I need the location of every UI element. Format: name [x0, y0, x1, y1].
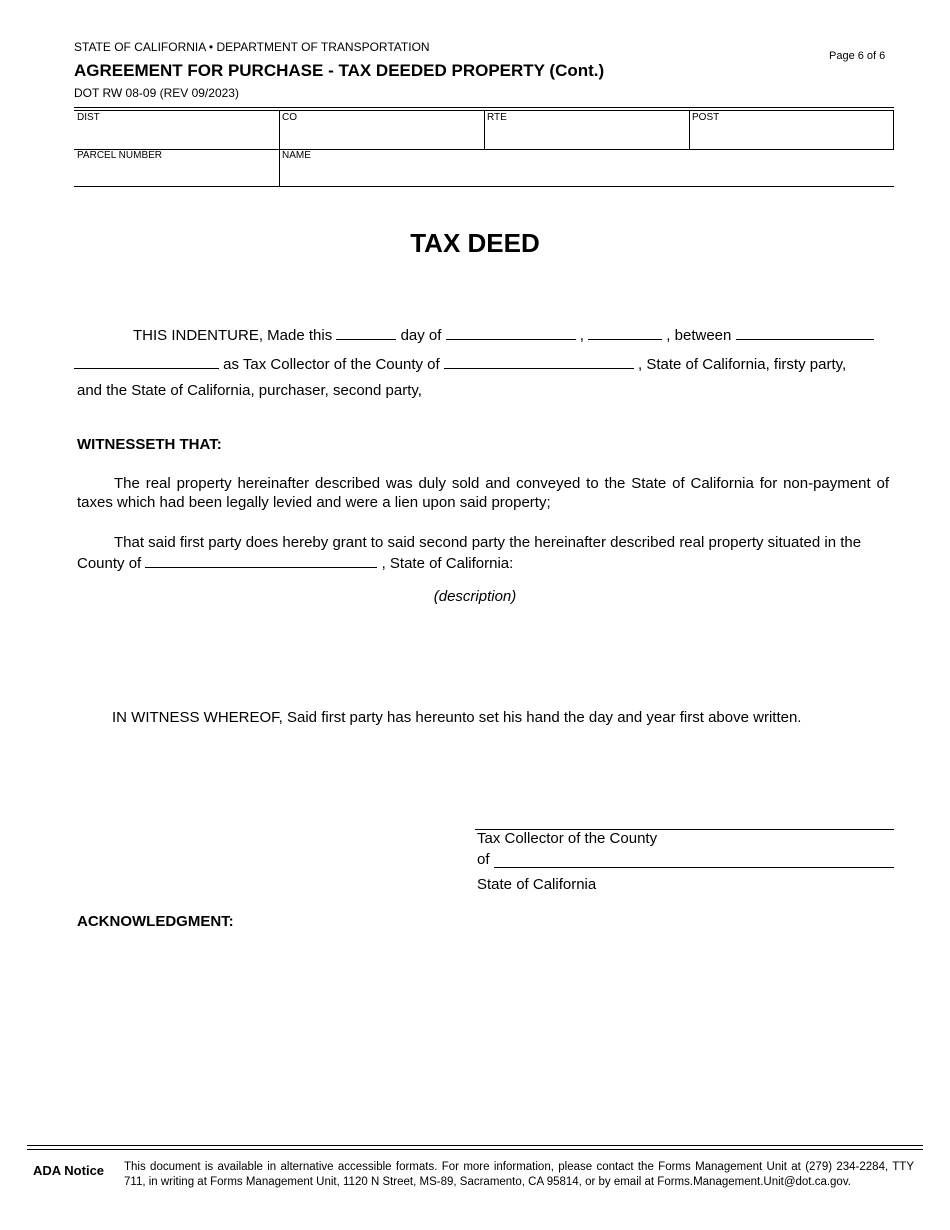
paragraph-grant-line-2: [77, 552, 513, 572]
signature-county-line[interactable]: [494, 867, 894, 868]
form-title: AGREEMENT FOR PURCHASE - TAX DEEDED PROPERTY (Cont.): [74, 61, 605, 80]
paragraph-sale: The real property hereinafter described was duly sold and conveyed to the State of California for non-payment of taxes which had been legally levied and were a lien upon said property;: [77, 475, 889, 511]
signature-state: State of California: [477, 876, 597, 893]
collector-name-blank[interactable]: [736, 324, 874, 340]
grid-divider-1: [279, 110, 280, 186]
signature-title: Tax Collector of the County: [477, 830, 658, 847]
signature-of-label: of: [477, 851, 490, 868]
ada-notice-text: This document is available in alternative accessible formats. For more information, please contact the Forms Management Unit at (279) 234-2284, TTY 711, in writing at Forms Management Unit, 1120 N Street, MS-89, Sacramento, CA 95814, or by email at Forms.Management.Unit@dot.ca.gov.: [124, 1161, 914, 1188]
indenture-line-3: and the State of California, purchaser, second party,: [77, 382, 422, 399]
grid-divider-2: [484, 110, 485, 149]
property-county-blank[interactable]: [145, 552, 377, 568]
collector-name-blank-2[interactable]: [74, 353, 219, 369]
name-field[interactable]: NAME: [282, 150, 311, 161]
county-of-label: County of: [77, 555, 142, 572]
footer-rule-1: [27, 1145, 923, 1146]
witnesseth-heading: WITNESSETH THAT:: [77, 436, 222, 453]
state-of-california-label: , State of California:: [381, 555, 514, 572]
acknowledgment-heading: ACKNOWLEDGMENT:: [77, 913, 234, 930]
form-number: DOT RW 08-09 (REV 09/2023): [74, 86, 239, 100]
ada-notice-label: ADA Notice: [33, 1163, 105, 1178]
rte-field[interactable]: RTE: [487, 112, 507, 123]
indenture-text-2: day of: [400, 327, 442, 344]
grid-divider-4: [893, 110, 894, 149]
indenture-line-2: [74, 353, 846, 373]
agency-name: STATE OF CALIFORNIA • DEPARTMENT OF TRANSPORTATION: [74, 40, 430, 54]
parcel-number-field[interactable]: PARCEL NUMBER: [77, 150, 163, 161]
grid-mid-rule: [74, 149, 894, 150]
grid-divider-3: [689, 110, 690, 149]
post-field[interactable]: POST: [692, 112, 720, 123]
county-blank[interactable]: [444, 353, 634, 369]
indenture-comma: ,: [579, 327, 584, 344]
year-blank[interactable]: [588, 324, 662, 340]
witness-whereof: IN WITNESS WHEREOF, Said first party has hereunto set his hand the day and year first above written.: [112, 709, 802, 726]
grid-top-rule: [74, 107, 894, 108]
indenture-text-3: , between: [666, 327, 732, 344]
co-field[interactable]: CO: [282, 112, 297, 123]
indenture-text-1: THIS INDENTURE, Made this: [133, 327, 333, 344]
paragraph-grant-line-1: That said first party does hereby grant to said second party the hereinafter described real property situated in the: [114, 534, 862, 551]
dist-field[interactable]: DIST: [77, 112, 100, 123]
description-placeholder: (description): [433, 588, 517, 605]
page-number: Page 6 of 6: [829, 50, 886, 62]
footer-rule-2: [27, 1149, 923, 1150]
indenture-line-1: [133, 324, 874, 344]
month-blank[interactable]: [446, 324, 576, 340]
indenture-text-5: , State of California, firsty party,: [638, 356, 847, 373]
day-blank[interactable]: [336, 324, 396, 340]
document-title: TAX DEED: [410, 228, 540, 258]
grid-bottom-rule: [74, 186, 894, 187]
indenture-text-4: as Tax Collector of the County of: [223, 356, 440, 373]
